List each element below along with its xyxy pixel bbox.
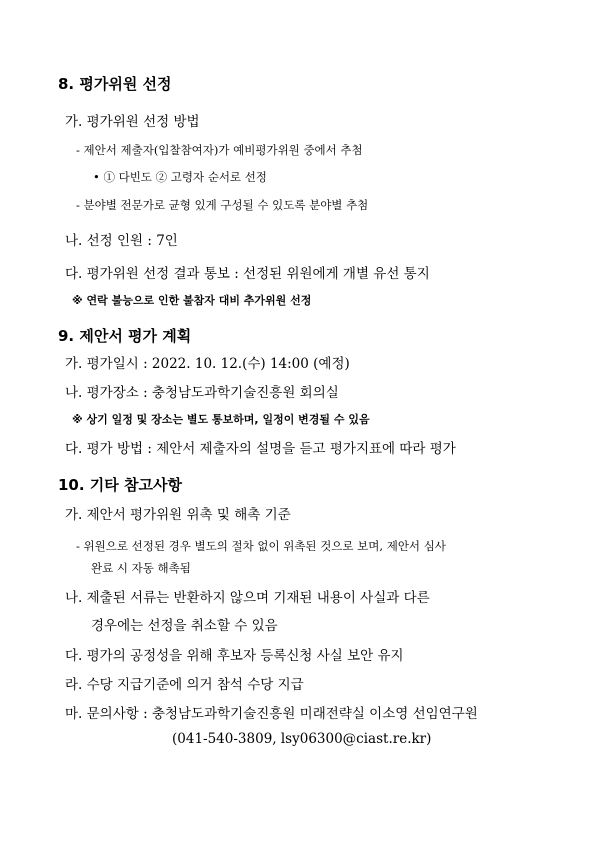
s8-item-a-bullet: • ① 다빈도 ② 고령자 순서로 선정 — [93, 170, 267, 184]
s10-item-a-detail: - 위원으로 선정된 경우 별도의 절차 없이 위촉된 것으로 보며, 제안서 심사 — [76, 539, 446, 553]
section-9-heading: 9. 제안서 평가 계획 — [58, 327, 192, 345]
s8-item-c: 다. 평가위원 선정 결과 통보 : 선정된 위원에게 개별 유선 통지 — [65, 266, 430, 282]
s8-note: ※ 연락 불능으로 인한 불참자 대비 추가위원 선정 — [72, 294, 312, 307]
section-8-heading: 8. 평가위원 선정 — [58, 75, 172, 93]
s10-item-a-detail-cont: 완료 시 자동 해촉됨 — [91, 561, 191, 575]
s10-item-b: 나. 제출된 서류는 반환하지 않으며 기재된 내용이 사실과 다른 — [65, 590, 430, 606]
s10-item-a: 가. 제안서 평가위원 위촉 및 해촉 기준 — [65, 507, 291, 523]
s10-item-b-cont: 경우에는 선정을 취소할 수 있음 — [91, 618, 278, 634]
section-10-heading: 10. 기타 참고사항 — [58, 476, 182, 494]
s10-item-e: 마. 문의사항 : 충청남도과학기술진흥원 미래전략실 이소영 선임연구원 — [65, 706, 478, 722]
s8-item-a-detail-2: - 분야별 전문가로 균형 있게 구성될 수 있도록 분야별 추첨 — [76, 198, 369, 212]
s10-item-c: 다. 평가의 공정성을 위해 후보자 등록신청 사실 보안 유지 — [65, 648, 404, 664]
s8-item-a: 가. 평가위원 선정 방법 — [65, 114, 200, 130]
s8-item-b: 나. 선정 인원 : 7인 — [65, 233, 178, 249]
s8-item-a-detail-1: - 제안서 제출자(입찰참여자)가 예비평가위원 중에서 추첨 — [76, 143, 363, 157]
s9-item-c: 다. 평가 방법 : 제안서 제출자의 설명을 듣고 평가지표에 따라 평가 — [65, 441, 456, 457]
s9-note: ※ 상기 일정 및 장소는 별도 통보하며, 일정이 변경될 수 있음 — [72, 413, 370, 426]
s10-contact: (041-540-3809, lsy06300@ciast.re.kr) — [172, 731, 432, 747]
s9-item-b: 나. 평가장소 : 충청남도과학기술진흥원 회의실 — [65, 385, 339, 401]
s9-item-a: 가. 평가일시 : 2022. 10. 12.(수) 14:00 (예정) — [65, 356, 350, 372]
s10-item-d: 라. 수당 지급기준에 의거 참석 수당 지급 — [65, 677, 304, 693]
